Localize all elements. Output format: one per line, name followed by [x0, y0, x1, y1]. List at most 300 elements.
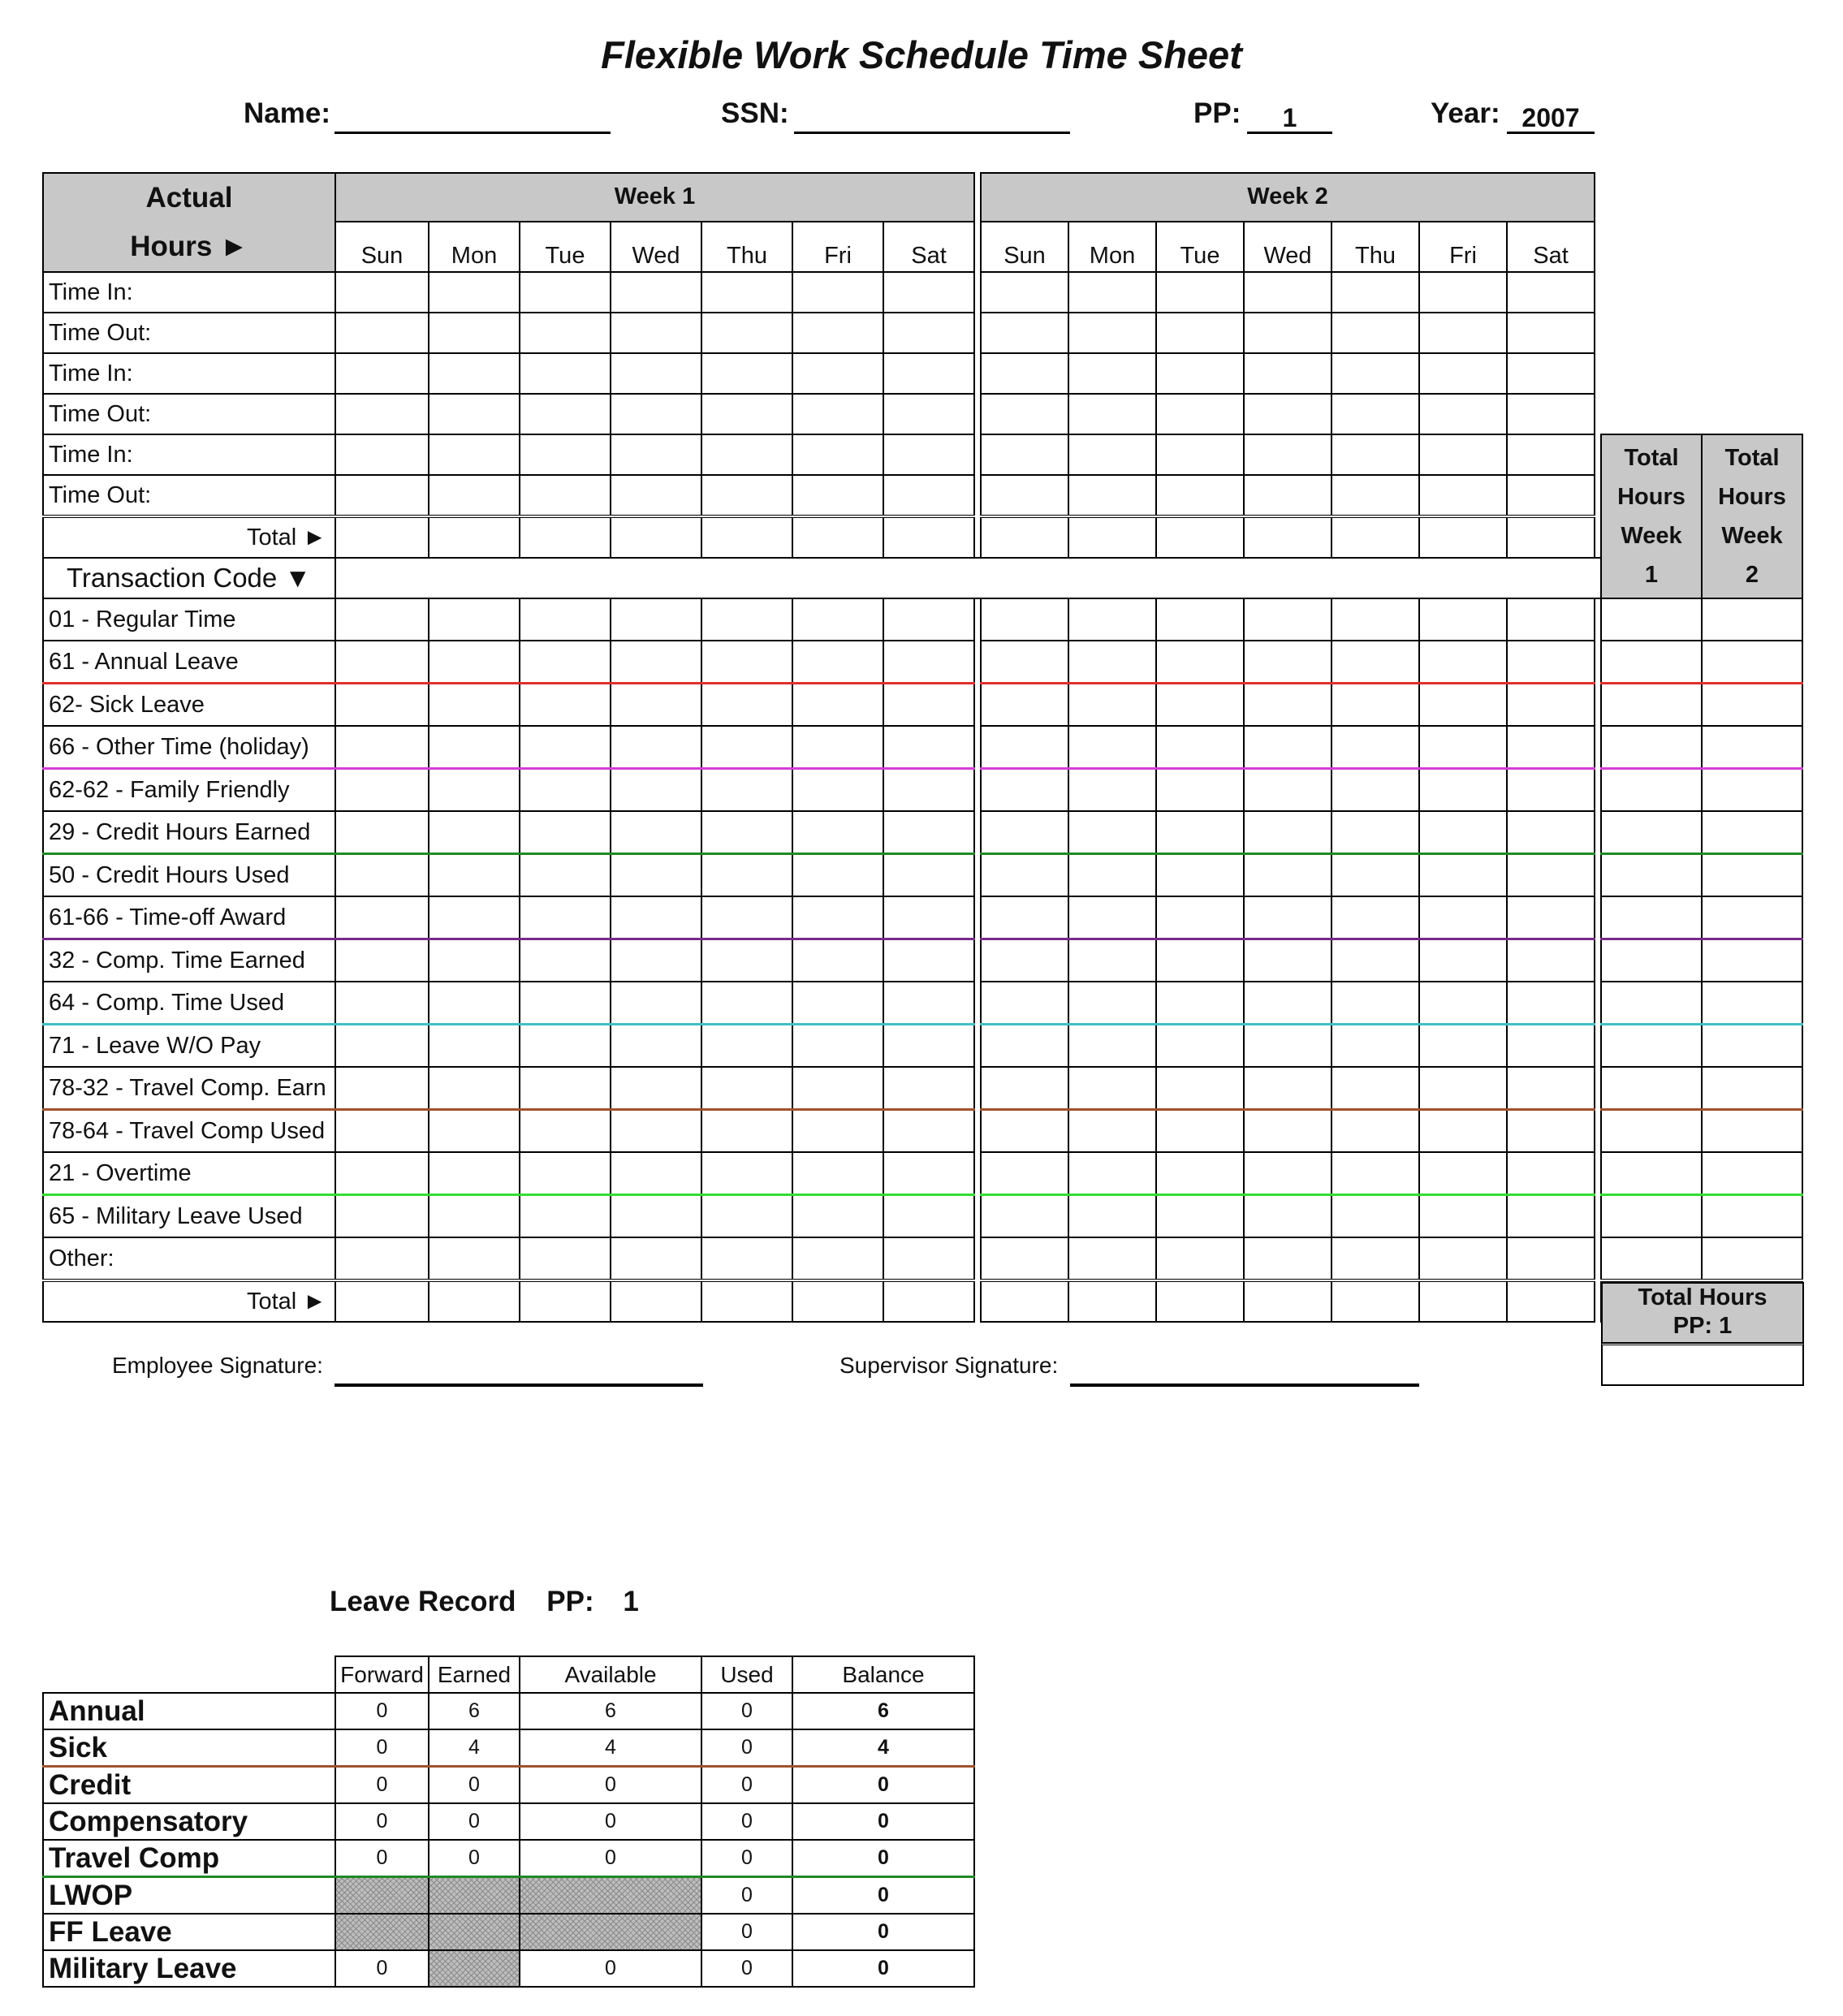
- week2-mon-cell[interactable]: [1068, 1195, 1156, 1238]
- week2-tue-cell[interactable]: [1156, 313, 1244, 353]
- week2-thu-cell[interactable]: [1332, 896, 1419, 939]
- week1-sun-cell[interactable]: [335, 811, 429, 854]
- week2-mon-cell[interactable]: [1068, 1025, 1156, 1068]
- week1-wed-cell[interactable]: [611, 939, 701, 982]
- week2-tue-cell[interactable]: [1156, 598, 1244, 641]
- week1-fri-cell[interactable]: [792, 684, 883, 727]
- supervisor-signature-field[interactable]: [1070, 1354, 1419, 1387]
- week1-tue-cell[interactable]: [520, 982, 611, 1025]
- week2-mon-cell[interactable]: [1068, 272, 1156, 313]
- week1-fri-cell[interactable]: [792, 854, 883, 897]
- week1-fri-cell[interactable]: [792, 272, 883, 313]
- week2-tue-cell[interactable]: [1156, 982, 1244, 1025]
- week1-mon-cell[interactable]: [429, 598, 520, 641]
- week2-fri-cell[interactable]: [1419, 641, 1507, 684]
- total-hours-week1-cell[interactable]: [1601, 769, 1702, 812]
- week2-sat-cell[interactable]: [1507, 1237, 1595, 1280]
- week2-wed-cell[interactable]: [1244, 434, 1332, 475]
- week1-thu-cell[interactable]: [701, 811, 792, 854]
- week1-wed-cell[interactable]: [611, 769, 701, 812]
- week1-sat-cell[interactable]: [883, 811, 974, 854]
- total-hours-week1-cell[interactable]: [1601, 811, 1702, 854]
- week2-fri-cell[interactable]: [1419, 598, 1507, 641]
- week2-thu-cell[interactable]: [1332, 434, 1419, 475]
- week2-sat-cell[interactable]: [1507, 1067, 1595, 1110]
- week1-thu-cell[interactable]: [701, 896, 792, 939]
- week2-sun-cell[interactable]: [981, 313, 1068, 353]
- week2-sat-cell[interactable]: [1507, 939, 1595, 982]
- week2-thu-cell[interactable]: [1332, 1237, 1419, 1280]
- week2-thu-cell[interactable]: [1332, 1110, 1419, 1153]
- total-hours-week2-cell[interactable]: [1702, 1025, 1802, 1068]
- week2-sat-cell[interactable]: [1507, 434, 1595, 475]
- week1-tue-cell[interactable]: [520, 272, 611, 313]
- week1-mon-cell[interactable]: [429, 982, 520, 1025]
- week1-thu-cell[interactable]: [701, 394, 792, 434]
- week1-wed-cell[interactable]: [611, 313, 701, 353]
- week2-sun-cell[interactable]: [981, 1280, 1068, 1322]
- week2-mon-cell[interactable]: [1068, 684, 1156, 727]
- week2-sat-cell[interactable]: [1507, 982, 1595, 1025]
- week1-sun-cell[interactable]: [335, 272, 429, 313]
- week2-wed-cell[interactable]: [1244, 394, 1332, 434]
- pp-field[interactable]: 1: [1247, 99, 1332, 134]
- week1-tue-cell[interactable]: [520, 1025, 611, 1068]
- week2-mon-cell[interactable]: [1068, 939, 1156, 982]
- week2-thu-cell[interactable]: [1332, 854, 1419, 897]
- week2-sat-cell[interactable]: [1507, 1280, 1595, 1322]
- week2-sat-cell[interactable]: [1507, 769, 1595, 812]
- week2-sun-cell[interactable]: [981, 982, 1068, 1025]
- week2-fri-cell[interactable]: [1419, 982, 1507, 1025]
- week1-tue-cell[interactable]: [520, 353, 611, 394]
- week1-wed-cell[interactable]: [611, 394, 701, 434]
- total-hours-week2-cell[interactable]: [1702, 769, 1802, 812]
- week1-mon-cell[interactable]: [429, 854, 520, 897]
- week1-thu-cell[interactable]: [701, 939, 792, 982]
- week2-tue-cell[interactable]: [1156, 684, 1244, 727]
- week2-tue-cell[interactable]: [1156, 1280, 1244, 1322]
- week1-fri-cell[interactable]: [792, 394, 883, 434]
- week1-tue-cell[interactable]: [520, 1110, 611, 1153]
- total-hours-week1-cell[interactable]: [1601, 982, 1702, 1025]
- week1-wed-cell[interactable]: [611, 1067, 701, 1110]
- total-hours-week1-cell[interactable]: [1601, 726, 1702, 769]
- week2-wed-cell[interactable]: [1244, 811, 1332, 854]
- week2-wed-cell[interactable]: [1244, 1152, 1332, 1195]
- week2-fri-cell[interactable]: [1419, 394, 1507, 434]
- week1-tue-cell[interactable]: [520, 939, 611, 982]
- week1-sun-cell[interactable]: [335, 1280, 429, 1322]
- week1-sat-cell[interactable]: [883, 598, 974, 641]
- week1-sat-cell[interactable]: [883, 1025, 974, 1068]
- week2-sat-cell[interactable]: [1507, 811, 1595, 854]
- week2-fri-cell[interactable]: [1419, 1195, 1507, 1238]
- week2-thu-cell[interactable]: [1332, 1067, 1419, 1110]
- week1-wed-cell[interactable]: [611, 434, 701, 475]
- total-hours-week2-cell[interactable]: [1702, 598, 1802, 641]
- week1-sat-cell[interactable]: [883, 1067, 974, 1110]
- week1-mon-cell[interactable]: [429, 769, 520, 812]
- week1-thu-cell[interactable]: [701, 475, 792, 516]
- week1-sat-cell[interactable]: [883, 641, 974, 684]
- week2-tue-cell[interactable]: [1156, 769, 1244, 812]
- week1-mon-cell[interactable]: [429, 313, 520, 353]
- week2-fri-cell[interactable]: [1419, 769, 1507, 812]
- week2-tue-cell[interactable]: [1156, 896, 1244, 939]
- week1-sat-cell[interactable]: [883, 516, 974, 558]
- week2-tue-cell[interactable]: [1156, 475, 1244, 516]
- week1-sun-cell[interactable]: [335, 353, 429, 394]
- week1-thu-cell[interactable]: [701, 272, 792, 313]
- week1-wed-cell[interactable]: [611, 811, 701, 854]
- week1-tue-cell[interactable]: [520, 475, 611, 516]
- week1-fri-cell[interactable]: [792, 811, 883, 854]
- week2-fri-cell[interactable]: [1419, 1152, 1507, 1195]
- week1-wed-cell[interactable]: [611, 353, 701, 394]
- week2-fri-cell[interactable]: [1419, 684, 1507, 727]
- week2-sat-cell[interactable]: [1507, 1195, 1595, 1238]
- week2-mon-cell[interactable]: [1068, 353, 1156, 394]
- week1-mon-cell[interactable]: [429, 1195, 520, 1238]
- week2-sat-cell[interactable]: [1507, 516, 1595, 558]
- week1-sun-cell[interactable]: [335, 982, 429, 1025]
- week2-mon-cell[interactable]: [1068, 769, 1156, 812]
- week2-wed-cell[interactable]: [1244, 1110, 1332, 1153]
- week2-thu-cell[interactable]: [1332, 769, 1419, 812]
- week1-fri-cell[interactable]: [792, 1152, 883, 1195]
- week2-sun-cell[interactable]: [981, 939, 1068, 982]
- week2-mon-cell[interactable]: [1068, 1152, 1156, 1195]
- week2-wed-cell[interactable]: [1244, 1067, 1332, 1110]
- week1-sat-cell[interactable]: [883, 1152, 974, 1195]
- week2-sat-cell[interactable]: [1507, 353, 1595, 394]
- week1-thu-cell[interactable]: [701, 1280, 792, 1322]
- week2-sat-cell[interactable]: [1507, 684, 1595, 727]
- week2-wed-cell[interactable]: [1244, 726, 1332, 769]
- week1-fri-cell[interactable]: [792, 1195, 883, 1238]
- week2-sun-cell[interactable]: [981, 896, 1068, 939]
- week1-sat-cell[interactable]: [883, 1237, 974, 1280]
- week1-sun-cell[interactable]: [335, 769, 429, 812]
- week1-sun-cell[interactable]: [335, 939, 429, 982]
- week2-sat-cell[interactable]: [1507, 641, 1595, 684]
- week2-sun-cell[interactable]: [981, 1195, 1068, 1238]
- total-hours-week2-cell[interactable]: [1702, 684, 1802, 727]
- week1-thu-cell[interactable]: [701, 641, 792, 684]
- total-hours-week2-cell[interactable]: [1702, 1067, 1802, 1110]
- total-hours-week2-cell[interactable]: [1702, 641, 1802, 684]
- week2-fri-cell[interactable]: [1419, 726, 1507, 769]
- week2-tue-cell[interactable]: [1156, 811, 1244, 854]
- week1-fri-cell[interactable]: [792, 1237, 883, 1280]
- week1-sat-cell[interactable]: [883, 684, 974, 727]
- week2-sun-cell[interactable]: [981, 1110, 1068, 1153]
- week2-sun-cell[interactable]: [981, 272, 1068, 313]
- total-hours-week1-cell[interactable]: [1601, 684, 1702, 727]
- week2-tue-cell[interactable]: [1156, 434, 1244, 475]
- week1-fri-cell[interactable]: [792, 939, 883, 982]
- week1-tue-cell[interactable]: [520, 684, 611, 727]
- week1-mon-cell[interactable]: [429, 1152, 520, 1195]
- week2-sun-cell[interactable]: [981, 1152, 1068, 1195]
- week2-sun-cell[interactable]: [981, 598, 1068, 641]
- week2-tue-cell[interactable]: [1156, 353, 1244, 394]
- week1-tue-cell[interactable]: [520, 1195, 611, 1238]
- week1-tue-cell[interactable]: [520, 1152, 611, 1195]
- week2-wed-cell[interactable]: [1244, 854, 1332, 897]
- week1-sat-cell[interactable]: [883, 1280, 974, 1322]
- week2-thu-cell[interactable]: [1332, 684, 1419, 727]
- week1-sat-cell[interactable]: [883, 769, 974, 812]
- week1-mon-cell[interactable]: [429, 684, 520, 727]
- total-hours-week2-cell[interactable]: [1702, 1237, 1802, 1280]
- week2-sun-cell[interactable]: [981, 516, 1068, 558]
- week1-wed-cell[interactable]: [611, 1237, 701, 1280]
- total-hours-week1-cell[interactable]: [1601, 641, 1702, 684]
- week2-wed-cell[interactable]: [1244, 896, 1332, 939]
- week1-sun-cell[interactable]: [335, 1152, 429, 1195]
- week2-fri-cell[interactable]: [1419, 1237, 1507, 1280]
- week1-sat-cell[interactable]: [883, 854, 974, 897]
- week1-wed-cell[interactable]: [611, 896, 701, 939]
- week1-sat-cell[interactable]: [883, 272, 974, 313]
- week2-sat-cell[interactable]: [1507, 1110, 1595, 1153]
- week1-thu-cell[interactable]: [701, 854, 792, 897]
- week1-thu-cell[interactable]: [701, 598, 792, 641]
- week2-tue-cell[interactable]: [1156, 854, 1244, 897]
- week2-mon-cell[interactable]: [1068, 854, 1156, 897]
- total-hours-week1-cell[interactable]: [1601, 939, 1702, 982]
- week1-tue-cell[interactable]: [520, 896, 611, 939]
- week1-thu-cell[interactable]: [701, 1110, 792, 1153]
- week2-sun-cell[interactable]: [981, 475, 1068, 516]
- week1-wed-cell[interactable]: [611, 272, 701, 313]
- week2-fri-cell[interactable]: [1419, 896, 1507, 939]
- week2-tue-cell[interactable]: [1156, 516, 1244, 558]
- week1-thu-cell[interactable]: [701, 1025, 792, 1068]
- week1-tue-cell[interactable]: [520, 1280, 611, 1322]
- week1-fri-cell[interactable]: [792, 313, 883, 353]
- week2-thu-cell[interactable]: [1332, 726, 1419, 769]
- week2-fri-cell[interactable]: [1419, 1110, 1507, 1153]
- name-field[interactable]: [335, 99, 611, 134]
- week2-sat-cell[interactable]: [1507, 272, 1595, 313]
- week1-sat-cell[interactable]: [883, 353, 974, 394]
- week2-sun-cell[interactable]: [981, 641, 1068, 684]
- week1-sun-cell[interactable]: [335, 1025, 429, 1068]
- week2-tue-cell[interactable]: [1156, 1195, 1244, 1238]
- week1-fri-cell[interactable]: [792, 516, 883, 558]
- week2-fri-cell[interactable]: [1419, 313, 1507, 353]
- total-hours-week2-cell[interactable]: [1702, 1195, 1802, 1238]
- total-hours-week1-cell[interactable]: [1601, 1025, 1702, 1068]
- ssn-field[interactable]: [794, 99, 1070, 134]
- week2-mon-cell[interactable]: [1068, 475, 1156, 516]
- week1-sun-cell[interactable]: [335, 598, 429, 641]
- week1-thu-cell[interactable]: [701, 1195, 792, 1238]
- week1-wed-cell[interactable]: [611, 641, 701, 684]
- week2-thu-cell[interactable]: [1332, 353, 1419, 394]
- week1-wed-cell[interactable]: [611, 1280, 701, 1322]
- week1-sun-cell[interactable]: [335, 394, 429, 434]
- week2-fri-cell[interactable]: [1419, 353, 1507, 394]
- week1-wed-cell[interactable]: [611, 1152, 701, 1195]
- total-hours-week1-cell[interactable]: [1601, 1237, 1702, 1280]
- week2-thu-cell[interactable]: [1332, 811, 1419, 854]
- week1-thu-cell[interactable]: [701, 726, 792, 769]
- week2-sat-cell[interactable]: [1507, 598, 1595, 641]
- week1-thu-cell[interactable]: [701, 1237, 792, 1280]
- week2-sat-cell[interactable]: [1507, 1152, 1595, 1195]
- week2-tue-cell[interactable]: [1156, 939, 1244, 982]
- week2-wed-cell[interactable]: [1244, 272, 1332, 313]
- week1-fri-cell[interactable]: [792, 896, 883, 939]
- week1-wed-cell[interactable]: [611, 982, 701, 1025]
- week2-wed-cell[interactable]: [1244, 1237, 1332, 1280]
- week1-sat-cell[interactable]: [883, 896, 974, 939]
- week1-sun-cell[interactable]: [335, 854, 429, 897]
- week2-sun-cell[interactable]: [981, 434, 1068, 475]
- week1-mon-cell[interactable]: [429, 434, 520, 475]
- week2-wed-cell[interactable]: [1244, 313, 1332, 353]
- week2-fri-cell[interactable]: [1419, 854, 1507, 897]
- week1-tue-cell[interactable]: [520, 769, 611, 812]
- total-hours-week2-cell[interactable]: [1702, 1110, 1802, 1153]
- week2-sun-cell[interactable]: [981, 726, 1068, 769]
- week1-sun-cell[interactable]: [335, 684, 429, 727]
- total-hours-week2-cell[interactable]: [1702, 896, 1802, 939]
- week1-wed-cell[interactable]: [611, 475, 701, 516]
- week1-sat-cell[interactable]: [883, 394, 974, 434]
- week1-sun-cell[interactable]: [335, 1237, 429, 1280]
- week1-sat-cell[interactable]: [883, 939, 974, 982]
- employee-signature-field[interactable]: [335, 1354, 703, 1387]
- week2-sat-cell[interactable]: [1507, 896, 1595, 939]
- week2-tue-cell[interactable]: [1156, 1237, 1244, 1280]
- week2-thu-cell[interactable]: [1332, 1152, 1419, 1195]
- week1-tue-cell[interactable]: [520, 1067, 611, 1110]
- total-hours-week2-cell[interactable]: [1702, 982, 1802, 1025]
- week1-sat-cell[interactable]: [883, 475, 974, 516]
- week2-mon-cell[interactable]: [1068, 1280, 1156, 1322]
- week2-tue-cell[interactable]: [1156, 1067, 1244, 1110]
- week1-fri-cell[interactable]: [792, 1280, 883, 1322]
- week1-fri-cell[interactable]: [792, 353, 883, 394]
- week1-fri-cell[interactable]: [792, 434, 883, 475]
- week1-mon-cell[interactable]: [429, 394, 520, 434]
- total-hours-week2-cell[interactable]: [1702, 939, 1802, 982]
- week1-mon-cell[interactable]: [429, 1110, 520, 1153]
- week2-mon-cell[interactable]: [1068, 516, 1156, 558]
- week2-thu-cell[interactable]: [1332, 516, 1419, 558]
- week2-wed-cell[interactable]: [1244, 982, 1332, 1025]
- week2-wed-cell[interactable]: [1244, 1195, 1332, 1238]
- year-field[interactable]: 2007: [1507, 99, 1595, 134]
- week1-tue-cell[interactable]: [520, 598, 611, 641]
- week1-fri-cell[interactable]: [792, 641, 883, 684]
- week2-sat-cell[interactable]: [1507, 475, 1595, 516]
- week1-mon-cell[interactable]: [429, 726, 520, 769]
- week2-tue-cell[interactable]: [1156, 726, 1244, 769]
- week1-thu-cell[interactable]: [701, 684, 792, 727]
- week1-mon-cell[interactable]: [429, 896, 520, 939]
- total-hours-week2-cell[interactable]: [1702, 726, 1802, 769]
- week1-sat-cell[interactable]: [883, 726, 974, 769]
- week1-tue-cell[interactable]: [520, 434, 611, 475]
- week1-mon-cell[interactable]: [429, 1025, 520, 1068]
- week1-sun-cell[interactable]: [335, 516, 429, 558]
- week1-thu-cell[interactable]: [701, 313, 792, 353]
- week2-fri-cell[interactable]: [1419, 939, 1507, 982]
- total-hours-week1-cell[interactable]: [1601, 854, 1702, 897]
- week2-fri-cell[interactable]: [1419, 475, 1507, 516]
- week2-tue-cell[interactable]: [1156, 1110, 1244, 1153]
- week1-wed-cell[interactable]: [611, 516, 701, 558]
- week1-wed-cell[interactable]: [611, 726, 701, 769]
- week2-thu-cell[interactable]: [1332, 982, 1419, 1025]
- week2-wed-cell[interactable]: [1244, 769, 1332, 812]
- week1-mon-cell[interactable]: [429, 1237, 520, 1280]
- week1-mon-cell[interactable]: [429, 272, 520, 313]
- week2-thu-cell[interactable]: [1332, 1280, 1419, 1322]
- week2-thu-cell[interactable]: [1332, 641, 1419, 684]
- week2-sat-cell[interactable]: [1507, 726, 1595, 769]
- week1-sun-cell[interactable]: [335, 896, 429, 939]
- total-hours-week2-cell[interactable]: [1702, 1152, 1802, 1195]
- week2-mon-cell[interactable]: [1068, 394, 1156, 434]
- week2-mon-cell[interactable]: [1068, 598, 1156, 641]
- week1-thu-cell[interactable]: [701, 516, 792, 558]
- week2-tue-cell[interactable]: [1156, 1025, 1244, 1068]
- week2-wed-cell[interactable]: [1244, 516, 1332, 558]
- week2-sun-cell[interactable]: [981, 1067, 1068, 1110]
- week2-thu-cell[interactable]: [1332, 394, 1419, 434]
- week2-mon-cell[interactable]: [1068, 641, 1156, 684]
- week2-sat-cell[interactable]: [1507, 394, 1595, 434]
- week1-mon-cell[interactable]: [429, 353, 520, 394]
- week2-tue-cell[interactable]: [1156, 272, 1244, 313]
- week2-wed-cell[interactable]: [1244, 684, 1332, 727]
- week2-wed-cell[interactable]: [1244, 1025, 1332, 1068]
- total-hours-week1-cell[interactable]: [1601, 1195, 1702, 1238]
- week2-fri-cell[interactable]: [1419, 272, 1507, 313]
- week2-mon-cell[interactable]: [1068, 1237, 1156, 1280]
- week2-thu-cell[interactable]: [1332, 313, 1419, 353]
- week1-sat-cell[interactable]: [883, 1110, 974, 1153]
- week1-sun-cell[interactable]: [335, 726, 429, 769]
- week2-mon-cell[interactable]: [1068, 1110, 1156, 1153]
- week2-tue-cell[interactable]: [1156, 394, 1244, 434]
- week1-sun-cell[interactable]: [335, 641, 429, 684]
- week1-tue-cell[interactable]: [520, 641, 611, 684]
- total-hours-week2-cell[interactable]: [1702, 811, 1802, 854]
- week1-sat-cell[interactable]: [883, 434, 974, 475]
- week2-wed-cell[interactable]: [1244, 939, 1332, 982]
- week2-fri-cell[interactable]: [1419, 1067, 1507, 1110]
- week2-mon-cell[interactable]: [1068, 726, 1156, 769]
- week1-tue-cell[interactable]: [520, 726, 611, 769]
- total-hours-pp-value[interactable]: [1601, 1342, 1804, 1386]
- total-hours-week2-cell[interactable]: [1702, 854, 1802, 897]
- week2-sat-cell[interactable]: [1507, 1025, 1595, 1068]
- week1-fri-cell[interactable]: [792, 1110, 883, 1153]
- week1-fri-cell[interactable]: [792, 769, 883, 812]
- week1-thu-cell[interactable]: [701, 1067, 792, 1110]
- week1-sat-cell[interactable]: [883, 982, 974, 1025]
- total-hours-week1-cell[interactable]: [1601, 1110, 1702, 1153]
- week1-wed-cell[interactable]: [611, 1195, 701, 1238]
